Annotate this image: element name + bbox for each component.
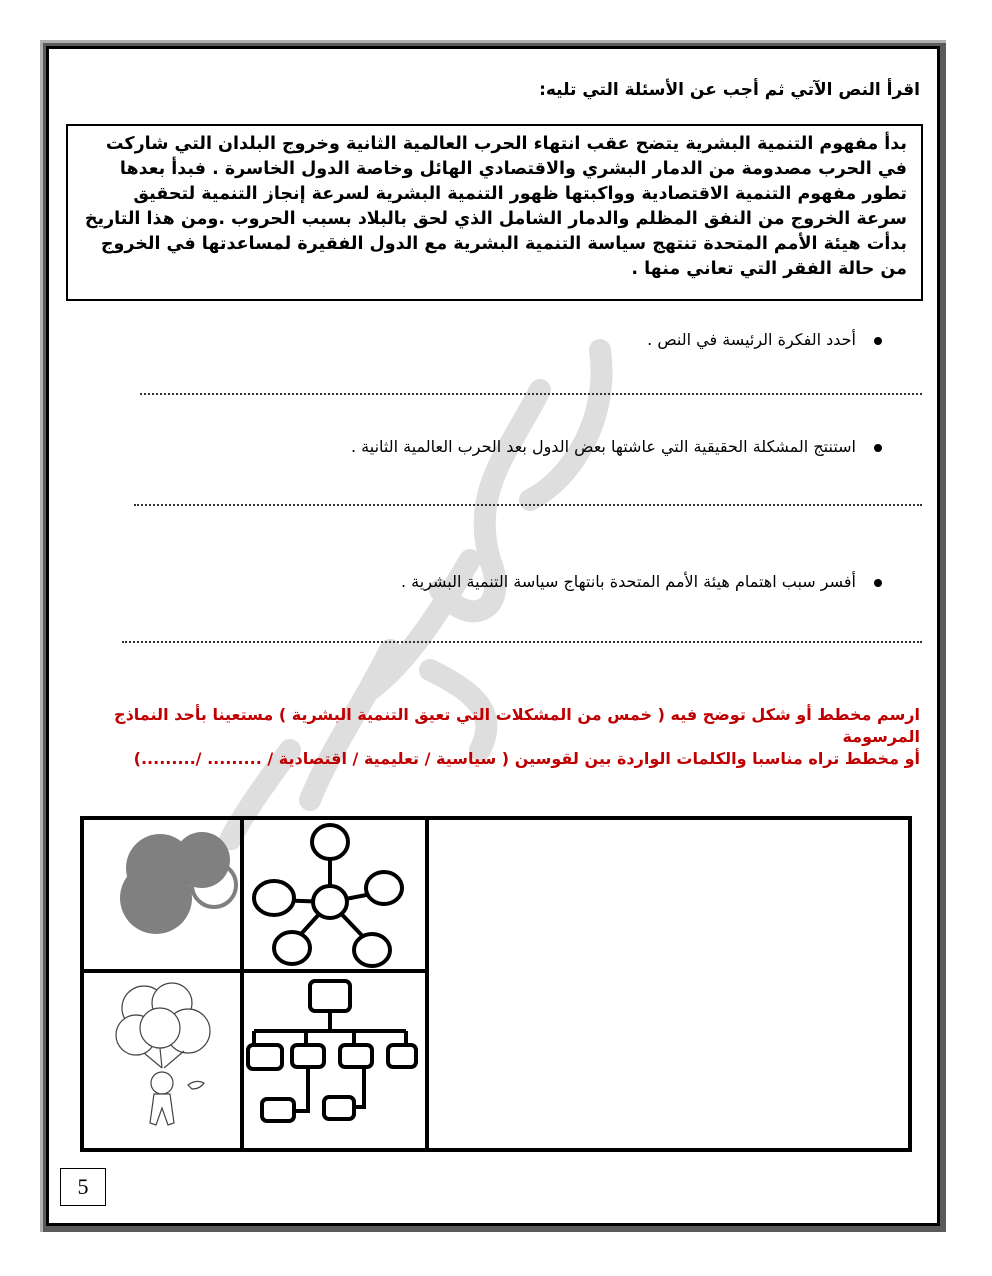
instruction-heading: اقرأ النص الآتي ثم أجب عن الأسئلة التي تليه: <box>539 80 920 100</box>
question-item <box>401 572 882 591</box>
answer-line[interactable] <box>122 641 922 643</box>
passage-box <box>66 124 923 301</box>
page-number: 5 <box>60 1168 106 1206</box>
question-text: استنتج المشكلة الحقيقية التي عاشتها بعض الدول بعد الحرب العالمية الثانية . <box>351 437 856 456</box>
question-item <box>647 330 882 349</box>
model-cell <box>84 820 240 969</box>
org-chart-icon <box>244 973 425 1148</box>
task-line: ارسم مخطط أو شكل توضح فيه ( خمس من المشكلات التي تعيق التنمية البشرية ) مستعينا بأحد النماذج المرسومة <box>114 705 920 746</box>
question-item <box>351 437 882 456</box>
models-table <box>80 816 912 1152</box>
star-network-icon <box>244 820 425 969</box>
cloud-circles-icon <box>84 820 240 969</box>
model-cell <box>244 973 425 1148</box>
balloons-boy-icon <box>84 973 240 1148</box>
answer-line[interactable] <box>134 504 922 506</box>
question-text: أفسر سبب اهتمام هيئة الأمم المتحدة بانتهاج سياسة التنمية البشرية . <box>401 572 856 591</box>
passage-text: بدأ مفهوم التنمية البشرية يتضح عقب انتهاء الحرب العالمية الثانية وخروج البلدان التي شاركت في الحرب مصدومة من الدمار البشري والاقتصادي الهائل وخاصة الدول الخاسرة . فبدأ بعدها تطور مفهوم التنمية الاقتصادية وواكبتها ظهور التنمية البشرية لسرعة إنجاز التنمية لتحقيق سرعة الخروج من النفق المظلم والدمار الشامل الذي لحق بالبلاد بسبب الحروب .ومن هذا التاريخ بدأت هيئة الأمم المتحدة تنتهج سياسة التنمية البشرية مع الدول الفقيرة لمساعدتها في الخروج من حالة الفقر التي تعاني منها . <box>84 134 907 279</box>
drawing-area[interactable] <box>429 820 908 1148</box>
question-text: أحدد الفكرة الرئيسة في النص . <box>647 330 856 349</box>
task-line: أو مخطط تراه مناسبا والكلمات الواردة بين لقوسين ( سياسية / تعليمية / اقتصادية / ......... /.........) <box>133 749 920 768</box>
drawing-task <box>60 704 920 770</box>
bullet-icon <box>874 579 882 587</box>
bullet-icon <box>874 337 882 345</box>
model-cell <box>244 820 425 969</box>
answer-line[interactable] <box>140 393 922 395</box>
model-cell <box>84 973 240 1148</box>
bullet-icon <box>874 444 882 452</box>
